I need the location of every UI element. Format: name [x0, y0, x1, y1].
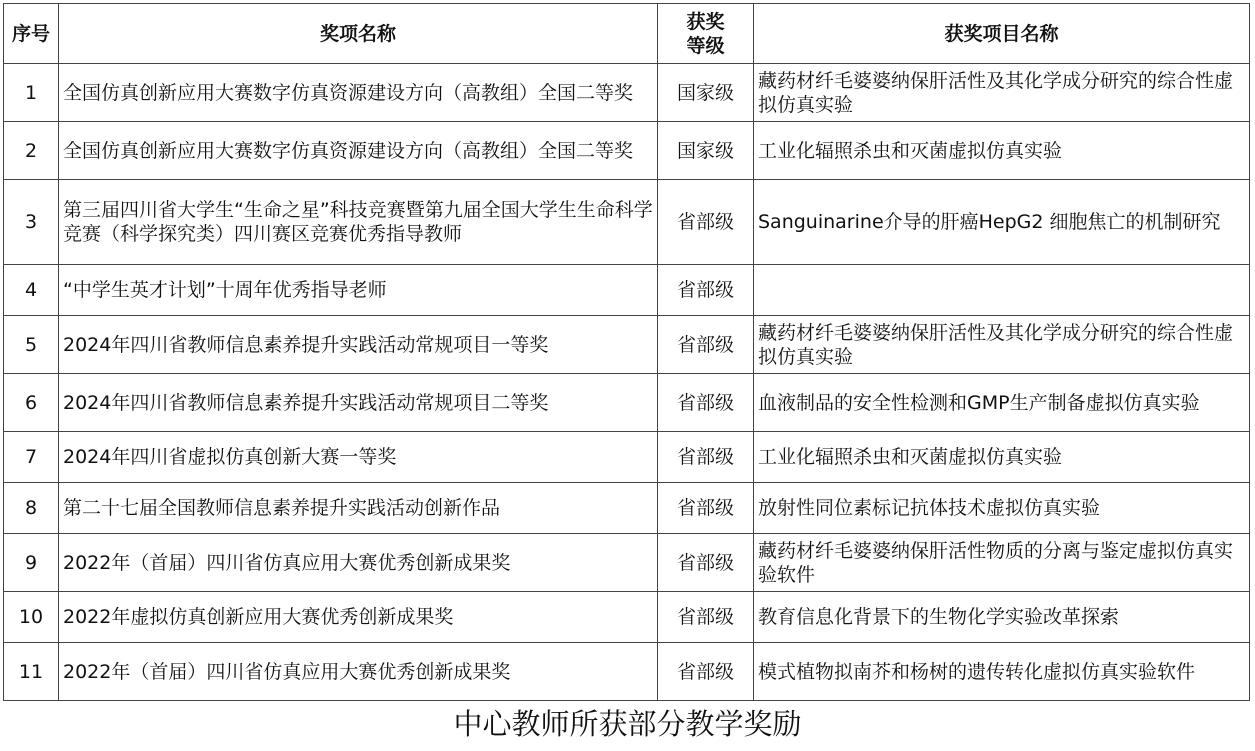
cell-project-name: 藏药材纤毛婆婆纳保肝活性及其化学成分研究的综合性虚拟仿真实验: [754, 316, 1250, 374]
figure-caption: 中心教师所获部分教学奖励: [453, 707, 802, 741]
cell-project-name: Sanguinarine介导的肝癌HepG2 细胞焦亡的机制研究: [754, 180, 1250, 265]
cell-level: 省部级: [658, 316, 754, 374]
cell-award-name: 2022年（首届）四川省仿真应用大赛优秀创新成果奖: [59, 534, 658, 592]
header-project-name: 获奖项目名称: [754, 4, 1250, 64]
cell-level: 省部级: [658, 592, 754, 643]
awards-table: [3, 3, 1250, 701]
cell-project-name: 血液制品的安全性检测和GMP生产制备虚拟仿真实验: [754, 374, 1250, 432]
cell-no: 11: [4, 643, 59, 701]
cell-project-name: 模式植物拟南芥和杨树的遗传转化虚拟仿真实验软件: [754, 643, 1250, 701]
header-award-name: 奖项名称: [59, 4, 658, 64]
cell-award-name: 2024年四川省教师信息素养提升实践活动常规项目二等奖: [59, 374, 658, 432]
header-level-line1: 获奖: [686, 10, 725, 33]
cell-award-name: 第三届四川省大学生“生命之星”科技竞赛暨第九届全国大学生生命科学竞赛（科学探究类）四川赛区竞赛优秀指导教师: [59, 180, 658, 265]
cell-award-name: 2024年四川省虚拟仿真创新大赛一等奖: [59, 432, 658, 483]
cell-no: 8: [4, 483, 59, 534]
cell-award-name: 全国仿真创新应用大赛数字仿真资源建设方向（高教组）全国二等奖: [59, 122, 658, 180]
cell-award-name: “中学生英才计划”十周年优秀指导老师: [59, 265, 658, 316]
cell-no: 7: [4, 432, 59, 483]
cell-no: 9: [4, 534, 59, 592]
cell-project-name: 教育信息化背景下的生物化学实验改革探索: [754, 592, 1250, 643]
table-row: [4, 316, 1250, 374]
cell-level: 省部级: [658, 265, 754, 316]
table-row: [4, 483, 1250, 534]
cell-no: 1: [4, 64, 59, 122]
cell-level: 省部级: [658, 374, 754, 432]
header-row: [4, 4, 1250, 64]
cell-no: 6: [4, 374, 59, 432]
cell-project-name: 藏药材纤毛婆婆纳保肝活性物质的分离与鉴定虚拟仿真实验软件: [754, 534, 1250, 592]
cell-no: 4: [4, 265, 59, 316]
cell-award-name: 第二十七届全国教师信息素养提升实践活动创新作品: [59, 483, 658, 534]
awards-sheet: [3, 3, 1249, 701]
table-row: [4, 180, 1250, 265]
cell-award-name: 全国仿真创新应用大赛数字仿真资源建设方向（高教组）全国二等奖: [59, 64, 658, 122]
cell-project-name: 工业化辐照杀虫和灭菌虚拟仿真实验: [754, 122, 1250, 180]
cell-level: 省部级: [658, 534, 754, 592]
header-no: 序号: [4, 4, 59, 64]
header-level: [658, 4, 754, 64]
cell-level: 国家级: [658, 64, 754, 122]
cell-project-name: 藏药材纤毛婆婆纳保肝活性及其化学成分研究的综合性虚拟仿真实验: [754, 64, 1250, 122]
cell-level: 省部级: [658, 483, 754, 534]
header-level-line2: 等级: [686, 34, 725, 57]
cell-no: 3: [4, 180, 59, 265]
cell-no: 10: [4, 592, 59, 643]
table-row: [4, 643, 1250, 701]
cell-award-name: 2022年虚拟仿真创新应用大赛优秀创新成果奖: [59, 592, 658, 643]
table-row: [4, 592, 1250, 643]
cell-project-name: 工业化辐照杀虫和灭菌虚拟仿真实验: [754, 432, 1250, 483]
cell-level: 省部级: [658, 180, 754, 265]
cell-level: 省部级: [658, 643, 754, 701]
cell-project-name: 放射性同位素标记抗体技术虚拟仿真实验: [754, 483, 1250, 534]
table-row: [4, 265, 1250, 316]
cell-award-name: 2022年（首届）四川省仿真应用大赛优秀创新成果奖: [59, 643, 658, 701]
cell-no: 2: [4, 122, 59, 180]
table-row: [4, 122, 1250, 180]
cell-no: 5: [4, 316, 59, 374]
cell-level: 国家级: [658, 122, 754, 180]
table-row: [4, 64, 1250, 122]
cell-level: 省部级: [658, 432, 754, 483]
table-row: [4, 374, 1250, 432]
table-row: [4, 534, 1250, 592]
cell-award-name: 2024年四川省教师信息素养提升实践活动常规项目一等奖: [59, 316, 658, 374]
cell-project-name: [754, 265, 1250, 316]
table-row: [4, 432, 1250, 483]
